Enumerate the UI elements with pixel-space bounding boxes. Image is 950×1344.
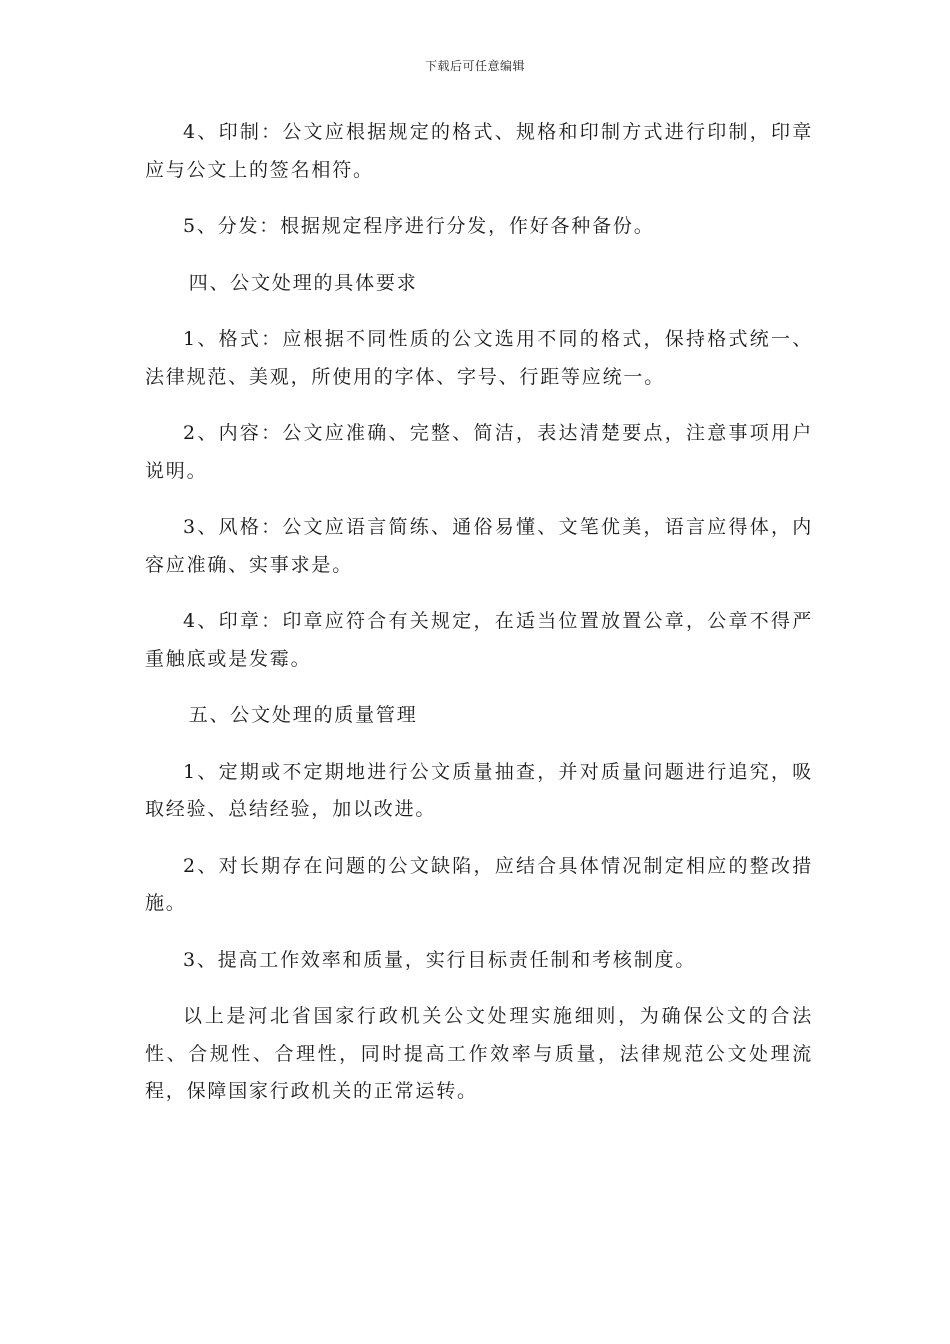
document-body (145, 114, 813, 1130)
paragraph-format: 1、格式：应根据不同性质的公文选用不同的格式，保持格式统一、法律规范、美观，所使用的字体、字号、行距等应统一。 (145, 328, 813, 388)
paragraph-rectification: 2、对长期存在问题的公文缺陷，应结合具体情况制定相应的整改措施。 (145, 854, 813, 914)
section-heading-requirements: 四、公文处理的具体要求 (188, 271, 418, 294)
paragraph-seal: 4、印章：印章应符合有关规定，在适当位置放置公章，公章不得严重触底或是发霉。 (145, 610, 813, 670)
paragraph-efficiency: 3、提高工作效率和质量，实行目标责任制和考核制度。 (183, 948, 697, 971)
paragraph-conclusion: 以上是河北省国家行政机关公文处理实施细则，为确保公文的合法性、合规性、合理性，同时提高工作效率与质量，法律规范公文处理流程，保障国家行政机关的正常运转。 (145, 1005, 813, 1102)
paragraph-content: 2、内容：公文应准确、完整、简洁，表达清楚要点，注意事项用户说明。 (145, 422, 813, 482)
header-note: 下载后可任意编辑 (424, 59, 525, 73)
paragraph-distribution: 5、分发：根据规定程序进行分发，作好各种备份。 (183, 215, 655, 237)
paragraph-printing: 4、印制：公文应根据规定的格式、规格和印制方式进行印制，印章应与公文上的签名相符。 (145, 121, 813, 181)
paragraph-style: 3、风格：公文应语言简练、通俗易懂、文笔优美，语言应得体，内容应准确、实事求是。 (145, 516, 813, 576)
paragraph-quality-check: 1、定期或不定期地进行公文质量抽查，并对质量问题进行追究，吸取经验、总结经验，加以改进。 (145, 760, 813, 820)
section-heading-quality: 五、公文处理的质量管理 (188, 704, 418, 726)
